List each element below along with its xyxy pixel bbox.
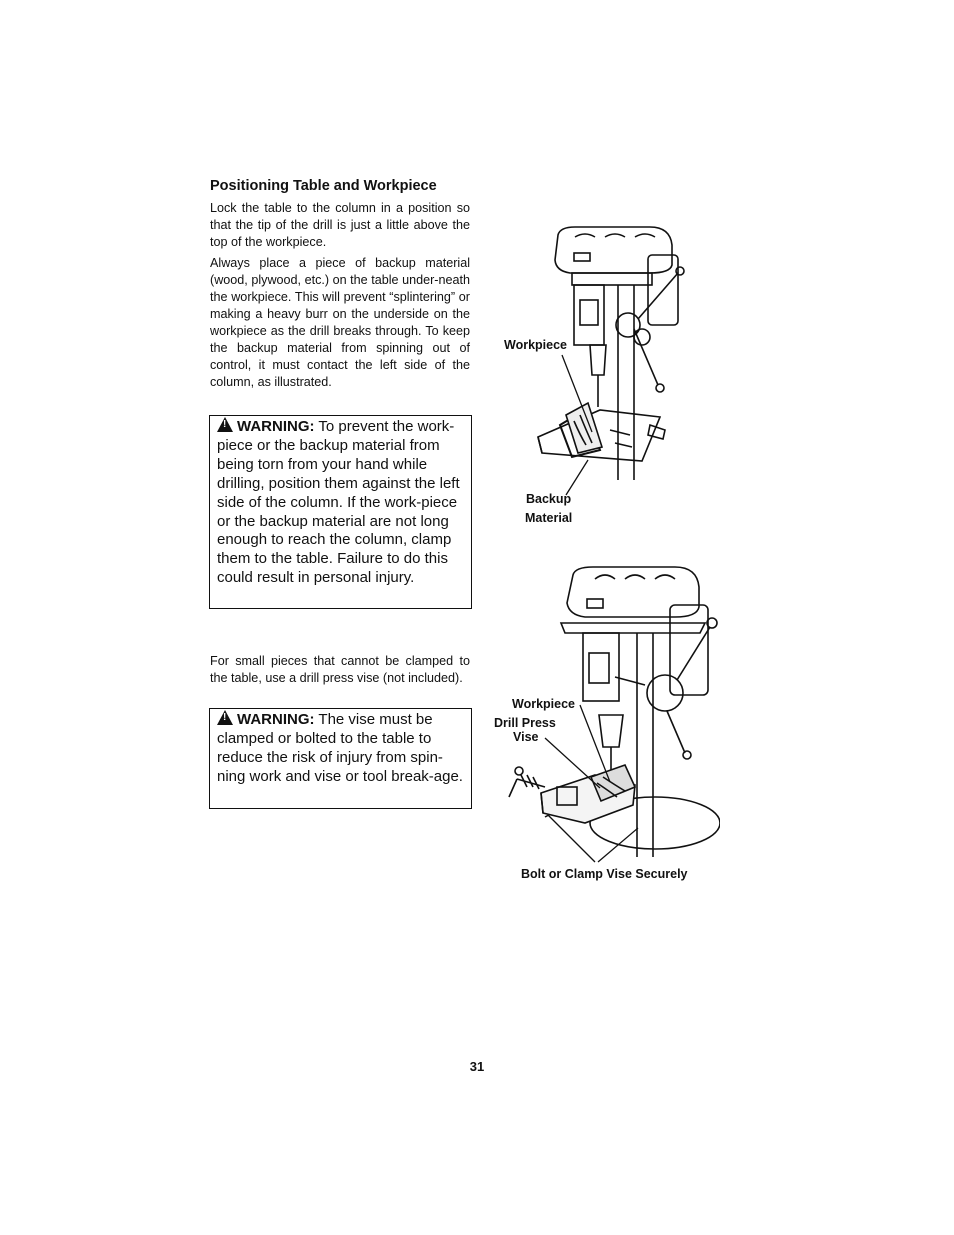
- paragraph-backup-material: Always place a piece of backup material (wood, plywood, etc.) on the table under-neath the workpiece. This will prevent “splintering” or making a heavy burr on the underside on the workpiece as the drill breaks through. To keep the backup material from spinning out of control, it must contact the left side of the column, as illustrated.: [210, 256, 470, 389]
- callout-lines-2: [540, 700, 680, 870]
- warning-label: WARNING:: [237, 418, 315, 435]
- callout-lines-1: [540, 340, 640, 500]
- section-heading: Positioning Table and Workpiece: [210, 178, 437, 194]
- label-workpiece-1: Workpiece: [504, 338, 567, 352]
- label-workpiece-2: Workpiece: [512, 697, 575, 711]
- warning-text: To prevent the work-piece or the backup material from being torn from your hand while drilling, position them against the left side of the column. If the work-piece or the backup material are not long enough to reach the column, clamp them to the table. Failure to do this could result in personal injury.: [217, 418, 460, 587]
- page-number: 31: [469, 1059, 485, 1074]
- paragraph-small-pieces: For small pieces that cannot be clamped to the table, use a drill press vise (not included).: [210, 654, 470, 685]
- label-drill-press: Drill Press: [494, 716, 556, 730]
- label-backup: Backup: [526, 492, 572, 506]
- warning-triangle-icon: [217, 417, 233, 432]
- warning-box-workpiece: [209, 415, 472, 609]
- warning-text: The vise must be clamped or bolted to the table to reduce the risk of injury from spin-ning work and vise or tool break-age.: [217, 711, 463, 785]
- paragraph-lock-table: Lock the table to the column in a position so that the tip of the drill is just a little above the top of the workpiece.: [210, 201, 470, 249]
- label-material: Material: [525, 511, 573, 525]
- label-vise: Vise: [513, 730, 539, 744]
- label-bolt-clamp: Bolt or Clamp Vise Securely: [521, 867, 688, 881]
- warning-box-vise: [209, 708, 472, 809]
- warning-label: WARNING:: [237, 711, 315, 728]
- warning-triangle-icon: [217, 710, 233, 725]
